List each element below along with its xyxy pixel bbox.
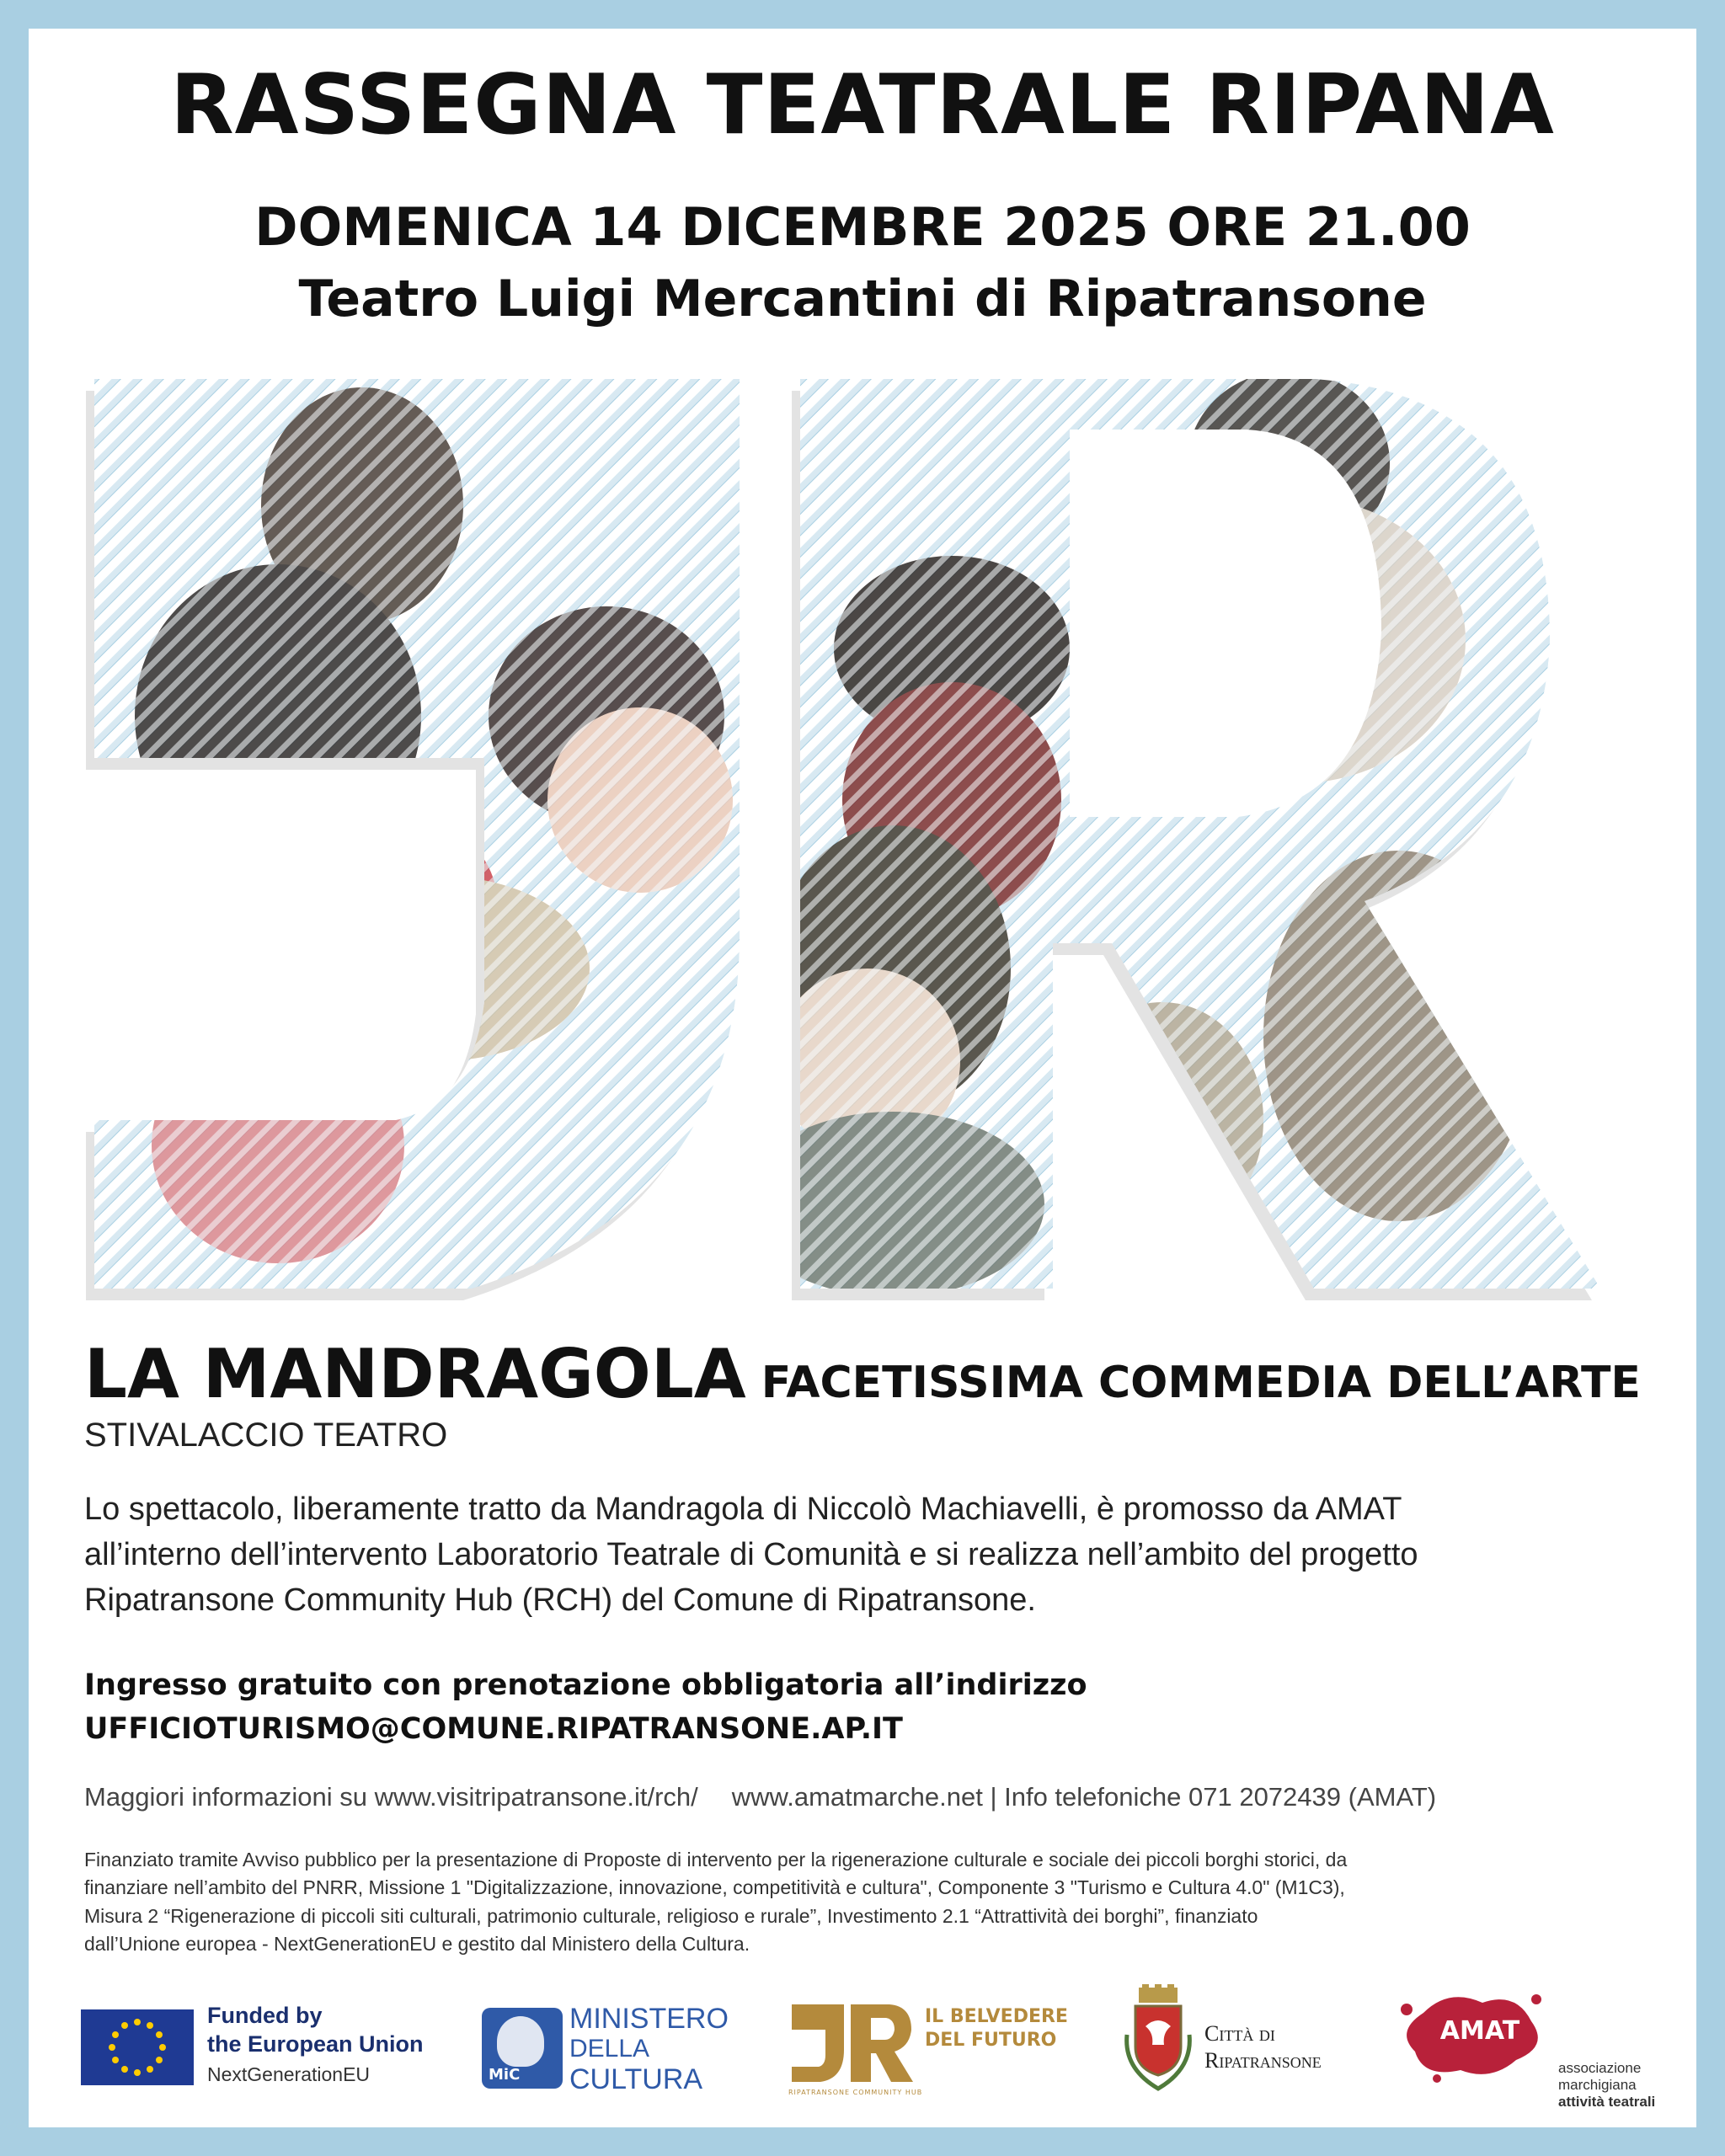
- eu-line-2: the European Union: [207, 2031, 424, 2057]
- mic-head-icon: [482, 2008, 563, 2089]
- eu-star-icon: [134, 2069, 141, 2076]
- event-date: DOMENICA 14 DICEMBRE 2025 ORE 21.00: [254, 196, 1471, 258]
- show-heading: [84, 1335, 1668, 1413]
- description-line: Lo spettacolo, liberamente tratto da Mandragola di Niccolò Machiavelli, è promosso da AMAT: [84, 1492, 1402, 1527]
- show-description: [84, 1487, 1651, 1624]
- belvedere-line-1: IL BELVEDERE: [925, 2006, 1068, 2027]
- jr-mark-icon: [788, 2001, 915, 2085]
- eu-star-icon: [121, 2022, 128, 2029]
- amat-line-1: associazione: [1558, 2060, 1642, 2076]
- eu-star-icon: [109, 2044, 115, 2051]
- amat-mark: AMAT: [1439, 2016, 1520, 2046]
- funding-line: Misura 2 “Rigenerazione di piccoli siti culturali, patrimonio culturale, religioso e rurale”, Investimento 2.1 “Attrattività dei borghi”, finanziato: [84, 1904, 1258, 1927]
- eu-star-icon: [112, 2031, 119, 2038]
- booking-email[interactable]: UFFICIOTURISMO@COMUNE.RIPATRANSONE.AP.IT: [84, 1711, 903, 1746]
- info-contacts[interactable]: www.amatmarche.net | Info telefoniche 071 2072439 (AMAT): [731, 1782, 1437, 1812]
- booking-line: Ingresso gratuito con prenotazione obbligatoria all’indirizzo: [84, 1668, 1087, 1702]
- more-info: [84, 1782, 1668, 1812]
- mic-line-1: MINISTERO: [569, 2003, 729, 2035]
- citta-line-2: Ripatransone: [1204, 2048, 1322, 2073]
- theatre-company: STIVALACCIO TEATRO: [84, 1417, 448, 1454]
- funding-line: finanziare nell’ambito del PNRR, Missione 1 "Digitalizzazione, innovazione, competitività e cultura", Componente 3 "Turismo e Cultura 4.0" (M1C3),: [84, 1876, 1345, 1899]
- eu-star-icon: [112, 2057, 119, 2063]
- citta-ripatransone-logo: [1120, 1984, 1373, 2102]
- eu-logo: [81, 2003, 468, 2095]
- belvedere-caption: RIPATRANSONE COMMUNITY HUB: [788, 2089, 923, 2096]
- event-venue: Teatro Luigi Mercantini di Ripatransone: [298, 270, 1427, 328]
- eu-star-icon: [121, 2066, 128, 2073]
- funding-line: dall’Unione europea - NextGenerationEU e gestito dal Ministero della Cultura.: [84, 1933, 750, 1956]
- eu-star-icon: [159, 2044, 166, 2051]
- description-line: Ripatransone Community Hub (RCH) del Comune di Ripatransone.: [84, 1582, 1036, 1618]
- funding-line: Finanziato tramite Avviso pubblico per la presentazione di Proposte di intervento per la rigenerazione culturale e sociale dei piccoli borghi storici, da: [84, 1849, 1348, 1870]
- eu-line-1: Funded by: [207, 2003, 323, 2028]
- funding-notice: [84, 1846, 1651, 1958]
- mic-line-2: DELLA: [569, 2035, 650, 2063]
- amat-line-3: attività teatrali: [1558, 2094, 1656, 2110]
- belvedere-futuro-logo: [788, 2001, 1083, 2102]
- description-line: all’interno dell’intervento Laboratorio Teatrale di Comunità e si realizza nell’ambito del progetto: [84, 1536, 1418, 1572]
- amat-line-2: marchigiana: [1558, 2077, 1637, 2093]
- belvedere-line-2: DEL FUTURO: [925, 2030, 1057, 2051]
- mic-badge: MiC: [489, 2066, 521, 2084]
- show-title: LA MANDRAGOLA: [84, 1335, 746, 1413]
- eu-line-3: NextGenerationEU: [207, 2063, 371, 2085]
- jr-hero-image: [0, 362, 1725, 1305]
- coat-of-arms-icon: [1120, 1984, 1196, 2094]
- show-subtitle: FACETISSIMA COMMEDIA DELL’ARTE: [761, 1358, 1641, 1408]
- ministero-cultura-logo: [482, 1998, 734, 2099]
- eu-star-icon: [147, 2066, 153, 2073]
- festival-title: RASSEGNA TEATRALE RIPANA: [170, 57, 1555, 153]
- eu-flag-icon: [81, 2009, 194, 2085]
- info-website[interactable]: Maggiori informazioni su www.visitripatransone.it/rch/: [84, 1782, 698, 1812]
- amat-logo: [1390, 1979, 1668, 2114]
- eu-star-icon: [147, 2022, 153, 2029]
- citta-line-1: Città di: [1204, 2021, 1275, 2046]
- eu-star-icon: [156, 2031, 163, 2038]
- eu-star-icon: [156, 2057, 163, 2063]
- mic-line-3: CULTURA: [569, 2063, 703, 2095]
- booking-info: [84, 1664, 1651, 1752]
- eu-star-icon: [134, 2019, 141, 2025]
